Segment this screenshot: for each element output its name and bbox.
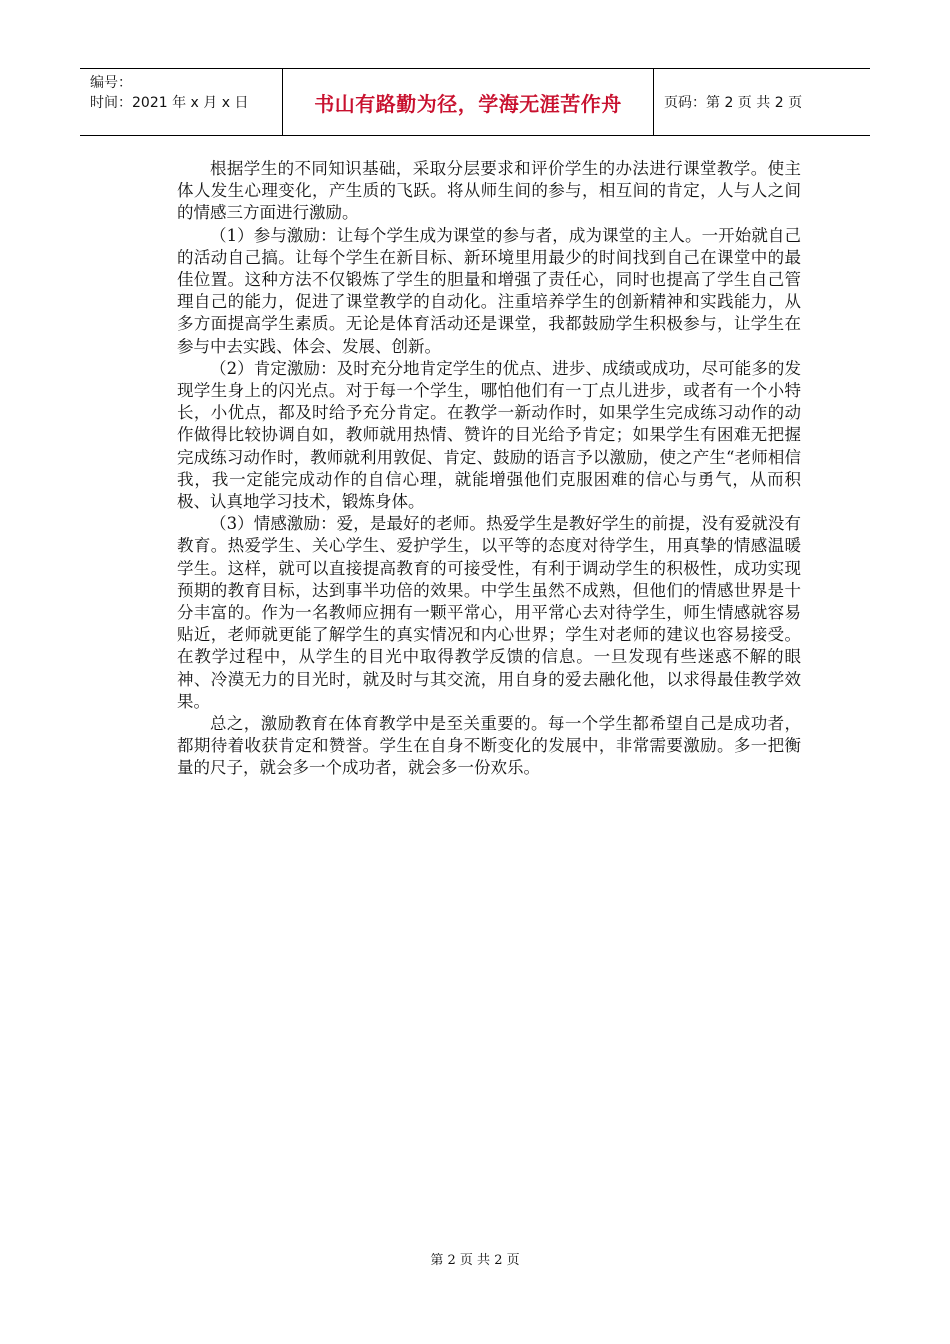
page-footer: 第 2 页 共 2 页 xyxy=(430,1253,520,1268)
document-number-label: 编号： xyxy=(90,75,132,91)
header-motto-cell xyxy=(282,69,654,135)
body-paragraph: （3）情感激励：爱，是最好的老师。热爱学生是教好学生的前提，没有爱就没有教育。热爱学生、关心学生、爱护学生，以平等的态度对待学生，用真挚的情感温暖学生。这样，就可以直接提高教育的可接受性，有利于调动学生的积极性，成功实现预期的教育目标，达到事半功倍的效果。中学生虽然不成熟，但他们的情感世界是十分丰富的。作为一名教师应拥有一颗平常心，用平常心去对待学生，师生情感就容易贴近，老师就更能了解学生的真实情况和内心世界；学生对老师的建议也容易接受。在教学过程中，从学生的目光中取得教学反馈的信息。一旦发现有些迷惑不解的眼神、冷漠无力的目光时，就及时与其交流，用自身的爱去融化他，以求得最佳教学效果。 xyxy=(177,514,801,711)
header-page-cell xyxy=(654,69,870,135)
body-paragraph: 总之，激励教育在体育教学中是至关重要的。每一个学生都希望自己是成功者，都期待着收获肯定和赞誉。学生在自身不断变化的发展中，非常需要激励。多一把衡量的尺子，就会多一个成功者，就会多一份欢乐。 xyxy=(177,714,801,778)
body-paragraph: （2）肯定激励：及时充分地肯定学生的优点、进步、成绩或成功，尽可能多的发现学生身上的闪光点。对于每一个学生，哪怕他们有一丁点儿进步，或者有一个小特长，小优点，都及时给予充分肯定。在教学一新动作时，如果学生完成练习动作的动作做得比较协调自如，教师就用热情、赞许的目光给予肯定；如果学生有困难无把握完成练习动作时，教师就利用敦促、肯定、鼓励的语言予以激励，使之产生“老师相信我，我一定能完成动作的自信心理，就能增强他们克服困难的信心与勇气，从而积极、认真地学习技术，锻炼身体。 xyxy=(177,358,801,512)
body-paragraph: （1）参与激励：让每个学生成为课堂的参与者，成为课堂的主人。一开始就自己的活动自己搞。让每个学生在新目标、新环境里用最少的时间找到自己在课堂中的最佳位置。这种方法不仅锻炼了学生的胆量和增强了责任心，同时也提高了学生自己管理自己的能力，促进了课堂教学的自动化。注重培养学生的创新精神和实践能力，从多方面提高学生素质。无论是体育活动还是课堂，我都鼓励学生积极参与，让学生在参与中去实践、体会、发展、创新。 xyxy=(177,225,801,356)
header-meta xyxy=(80,69,282,135)
header-motto: 书山有路勤为径，学海无涯苦作舟 xyxy=(314,91,622,116)
document-body xyxy=(177,158,801,780)
header-page-info: 页码：第 2 页 共 2 页 xyxy=(664,95,803,111)
document-date-label: 时间：2021 年 x 月 x 日 xyxy=(90,95,249,111)
body-paragraph: 根据学生的不同知识基础，采取分层要求和评价学生的办法进行课堂教学。使主体人发生心理变化，产生质的飞跃。将从师生间的参与，相互间的肯定，人与人之间的情感三方面进行激励。 xyxy=(177,159,801,223)
page-header xyxy=(80,68,870,136)
